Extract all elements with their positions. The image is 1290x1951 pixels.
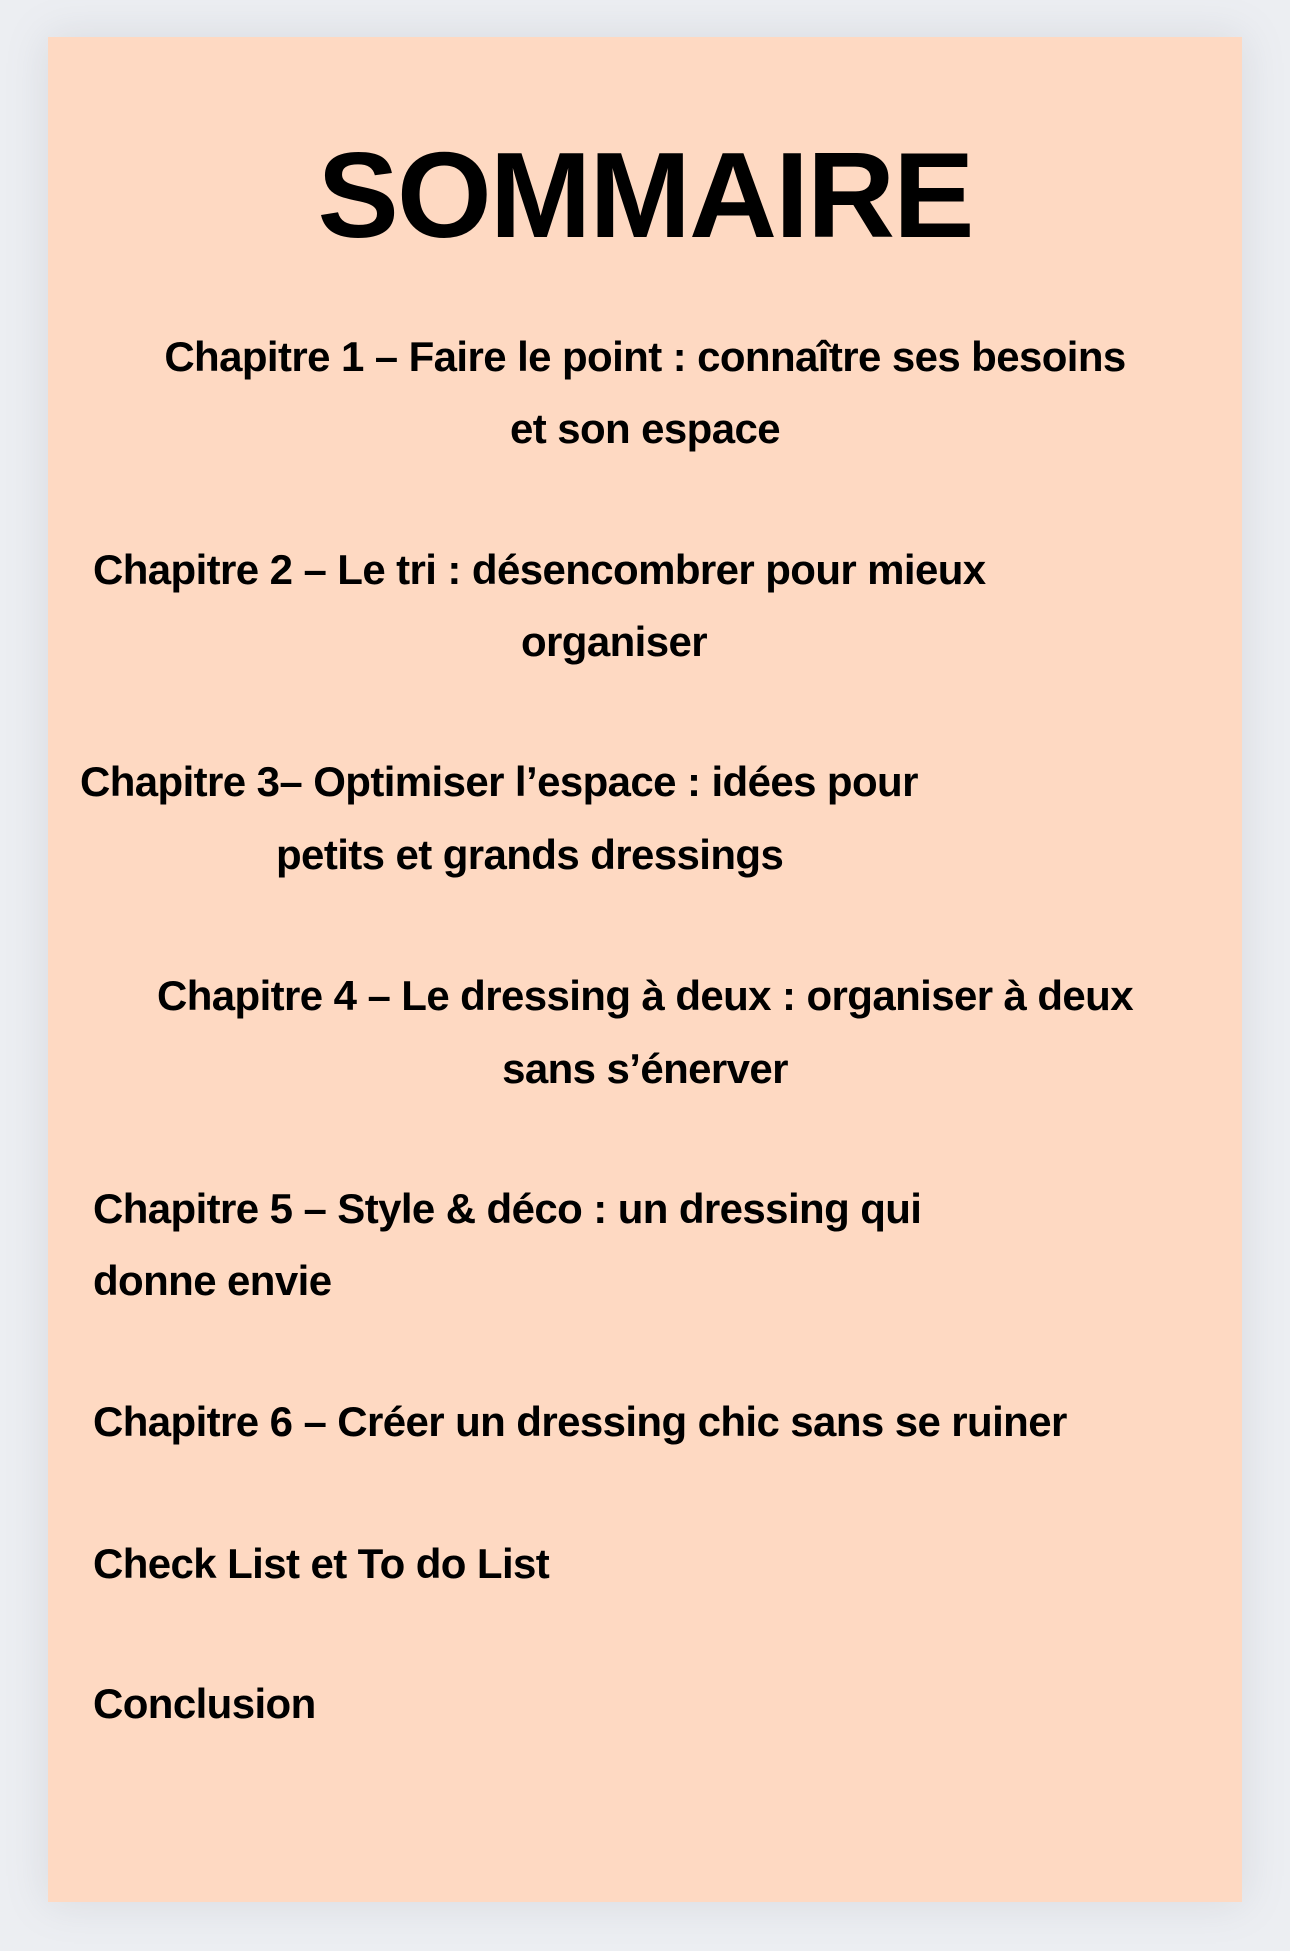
toc-line: organiser bbox=[521, 618, 707, 665]
toc-line: sans s’énerver bbox=[502, 1045, 788, 1092]
toc-line: Chapitre 1 – Faire le point : connaître ses besoins bbox=[164, 333, 1126, 380]
page-title: SOMMAIRE bbox=[317, 127, 973, 263]
toc-line: Chapitre 2 – Le tri : désencombrer pour mieux bbox=[93, 546, 986, 593]
toc-line: Chapitre 5 – Style & déco : un dressing qui bbox=[93, 1185, 922, 1232]
toc-line: Conclusion bbox=[93, 1680, 316, 1727]
toc-line: donne envie bbox=[93, 1257, 332, 1304]
toc-line: Chapitre 3– Optimiser l’espace : idées pour bbox=[80, 758, 918, 805]
toc-line: Chapitre 4 – Le dressing à deux : organiser à deux bbox=[157, 972, 1133, 1019]
toc-line: Check List et To do List bbox=[93, 1540, 550, 1587]
toc-line: petits et grands dressings bbox=[276, 831, 784, 878]
toc-line: et son espace bbox=[510, 405, 780, 452]
summary-page bbox=[48, 37, 1242, 1902]
toc-line: Chapitre 6 – Créer un dressing chic sans se ruiner bbox=[93, 1398, 1067, 1445]
